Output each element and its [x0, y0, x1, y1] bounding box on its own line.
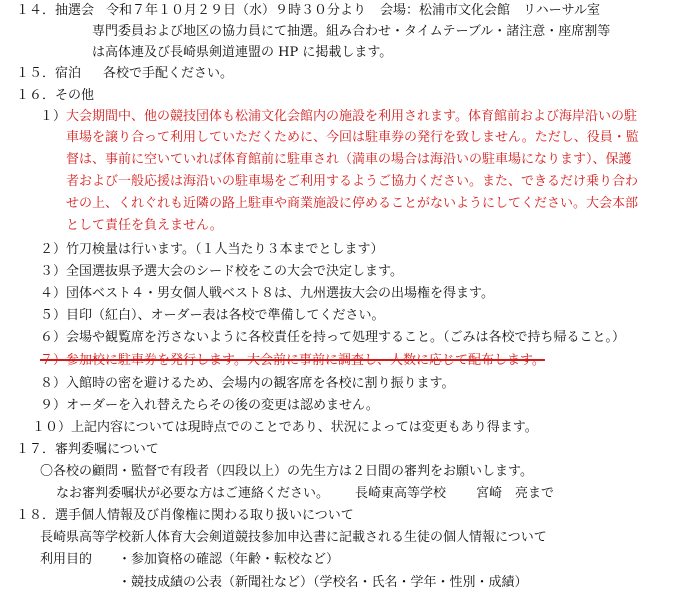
note-1-line-5: せの上、くれぐれも近隣の路上駐車や商業施設に停めることがないようにしてください。大会本部: [66, 196, 639, 211]
note-1-line-4: 者および一般応援は海沿いの駐車場をご利用するようご協力ください。また、できるだけ乗り合わ: [66, 174, 639, 189]
item-16-header: [16, 86, 94, 106]
note-3-text: 全国選抜県予選大会のシード校をこの大会で決定します。: [66, 264, 403, 279]
item-17-person: 宮崎 亮まで: [476, 486, 555, 501]
item-14-number: １４．: [16, 3, 56, 18]
item-16-number: １６．: [16, 88, 56, 103]
item-15-number: １５．: [16, 66, 56, 81]
note-5-number: ５）: [40, 308, 67, 323]
note-9-number: ９）: [40, 398, 67, 413]
item-15-header: [16, 64, 233, 84]
note-8: [40, 374, 454, 394]
note-1-line-2: 車場を譲り合って利用していただくために、今回は駐車券の発行を致しません。ただし、役員・監: [66, 130, 639, 145]
note-6-text: 会場や観覧席を汚さないように各校責任を持って処理すること。（ごみは各校で持ち帰ること。）: [66, 330, 626, 345]
item-18-purpose-2: ・競技成績の公表（新聞社など）（学校名・氏名・学年・性別・成績）: [118, 575, 528, 590]
note-10: [32, 418, 538, 438]
note-2: [40, 240, 383, 260]
note-7-text: 参加校に駐車券を発行します。大会前に事前に調査し、人数に応じて配布します。: [66, 353, 545, 368]
item-18-header: [16, 506, 354, 526]
note-2-number: ２）: [40, 242, 67, 257]
note-10-number: １０）: [32, 420, 72, 435]
note-3-number: ３）: [40, 264, 67, 279]
note-10-text: 上記内容については現時点でのことであり、状況によっては変更もあり得ます。: [71, 420, 538, 435]
note-7-number: ７）: [40, 353, 67, 368]
item-14-line-3: は高体連及び長崎県剣道連盟の HP に掲載します。: [92, 45, 393, 60]
item-18-purpose-label: 利用目的: [40, 552, 93, 567]
note-3: [40, 262, 403, 282]
item-18-purpose-1: ・参加資格の確認（年齢・転校など）: [118, 552, 340, 567]
item-17-contact-note: なお審判委嘱状が必要な方はご連絡ください。: [56, 486, 330, 501]
note-4-number: ４）: [40, 286, 67, 301]
note-6: [40, 328, 625, 348]
note-7-struck: [40, 351, 545, 371]
note-1-number: １）: [40, 109, 67, 124]
note-5: [40, 306, 385, 326]
item-14-header: [16, 1, 600, 21]
note-8-number: ８）: [40, 376, 67, 391]
note-9-text: オーダーを入れ替えたらその後の変更は認めません。: [66, 398, 379, 413]
note-1-line-3: 督は、事前に空いていれば体育館前に駐車され（満車の場合は海沿いの駐車場になります）、保護: [66, 152, 632, 167]
item-18-line-1: 長崎県高等学校新人体育大会剣道競技参加申込書に記載される生徒の個人情報について: [40, 530, 547, 545]
item-16-title: その他: [55, 88, 95, 103]
note-1-line-6: として責任を負えません。: [66, 218, 223, 233]
note-6-number: ６）: [40, 330, 67, 345]
note-9: [40, 396, 379, 416]
note-2-text: 竹刀検量は行います。（１人当たり３本までとします）: [66, 242, 384, 257]
note-4: [40, 284, 494, 304]
item-18-title: 選手個人情報及び肖像権に関わる取り扱いについて: [55, 508, 354, 523]
item-14-line-2: 専門委員および地区の協力員にて抽選。組み合わせ・タイムテーブル・諸注意・座席割等: [92, 24, 611, 39]
item-17-line-2: [56, 484, 554, 504]
item-17-header: [16, 440, 159, 460]
item-14-title: 抽選会: [55, 3, 95, 18]
item-17-school: 長崎東高等学校: [355, 486, 447, 501]
note-5-text: 目印（紅白）、オーダー表は各校で準備してください。: [66, 308, 385, 323]
item-15-title: 宿泊: [55, 66, 82, 81]
note-4-text: 団体ベスト４・男女個人戦ベスト８は、九州選抜大会の出場権を得ます。: [66, 286, 494, 301]
item-17-title: 審判委嘱について: [55, 442, 159, 457]
note-1-line-1: 大会期間中、他の競技団体も松浦文化会館内の施設を利用されます。体育館前および海岸沿いの駐: [66, 109, 637, 124]
item-18-number: １８．: [16, 508, 56, 523]
item-14-datetime: 令和７年１０月２９日（水）９時３０分より: [106, 3, 367, 18]
item-17-number: １７．: [16, 442, 56, 457]
item-14-venue: 会場：松浦市文化会館 リハーサル室: [380, 3, 601, 18]
item-17-line-1: 〇各校の顧問・監督で有段者（四段以上）の先生方は２日間の審判をお願いします。: [40, 464, 533, 479]
item-15-text: 各校で手配ください。: [103, 66, 234, 81]
note-8-text: 入館時の密を避けるため、会場内の観客席を各校に割り振ります。: [66, 376, 455, 391]
